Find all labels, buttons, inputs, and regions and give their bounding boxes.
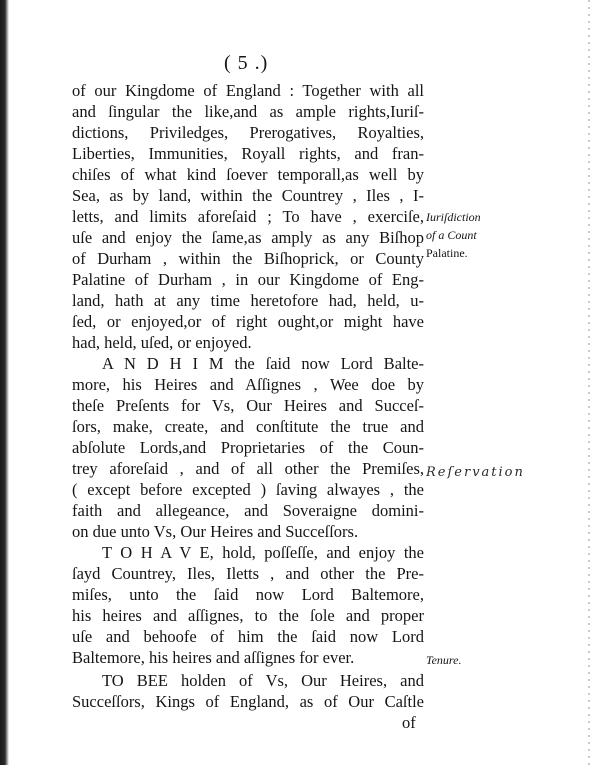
page-number: ( 5 .) xyxy=(224,52,269,74)
text-line: and ſingular the like,and as ample rights,Iuriſ- xyxy=(72,102,424,121)
text-line: letts, and limits aforeſaid ; To have , exerciſe, xyxy=(72,207,424,226)
text-line: ſed, or enjoyed,or of right ought,or might have xyxy=(72,312,424,331)
binding-shadow xyxy=(0,0,9,765)
text-line: Liberties, Immunities, Royall rights, and fran- xyxy=(72,144,424,163)
margin-note-palatine: Palatine. xyxy=(426,246,468,260)
text-line: his heires and aſſignes, to the ſole and proper xyxy=(72,606,424,625)
text-line: land, hath at any time heretofore had, held, u- xyxy=(72,291,424,310)
text-line: dictions, Priviledges, Prerogatives, Royalties, xyxy=(72,123,424,142)
text-line: uſe and behoofe of him the ſaid now Lord xyxy=(72,627,424,646)
text-line: of Durham , within the Biſhoprick, or County xyxy=(72,249,424,268)
text-line: chiſes of what kind ſoever temporall,as well by xyxy=(72,165,424,184)
page-edge xyxy=(588,0,590,765)
handwritten-margin-note: Reſervation xyxy=(426,465,525,480)
text-line: abſolute Lords,and Proprietaries of the Coun- xyxy=(72,438,424,457)
text-line: Sea, as by land, within the Countrey , Iles , I- xyxy=(72,186,424,205)
text-line: Succeſſors, Kings of England, as of Our Caſtle xyxy=(72,692,424,711)
text-line: miſes, unto the ſaid now Lord Baltemore, xyxy=(72,585,424,604)
text-line: on due unto Vs, Our Heires and Succeſſors. xyxy=(72,522,359,541)
catchword: of xyxy=(402,713,416,732)
text-line: more, his Heires and Aſſignes , Wee doe by xyxy=(72,375,424,394)
text-line: A N D H I M the ſaid now Lord Balte- xyxy=(102,354,424,373)
text-line: of our Kingdome of England : Together with all xyxy=(72,81,424,100)
margin-note-jurisdiction-2: of a Count xyxy=(426,228,477,242)
text-line: ( except before excepted ) ſaving alwayes , the xyxy=(72,480,424,499)
text-line: Baltemore, his heires and aſſignes for ever. xyxy=(72,648,355,667)
margin-note-jurisdiction: Iuriſdiction xyxy=(426,210,481,224)
text-line: ſors, make, create, and conſtitute the true and xyxy=(72,417,424,436)
text-line: trey aforeſaid , and of all other the Premiſes, xyxy=(72,459,424,478)
text-line: had, held, uſed, or enjoyed. xyxy=(72,333,252,352)
text-line: T O H A V E, hold, poſſeſſe, and enjoy the xyxy=(102,543,424,562)
text-line: theſe Preſents for Vs, Our Heires and Succeſ- xyxy=(72,396,424,415)
margin-note-tenure: Tenure. xyxy=(426,653,462,667)
text-line: ſayd Countrey, Iles, Iletts , and other the Pre- xyxy=(72,564,424,583)
text-line: Palatine of Durham , in our Kingdome of Eng- xyxy=(72,270,424,289)
text-line: faith and allegeance, and Soveraigne domini- xyxy=(72,501,424,520)
text-line: uſe and enjoy the ſame,as amply as any Biſhop xyxy=(72,228,424,247)
text-line: TO BEE holden of Vs, Our Heires, and xyxy=(102,671,424,690)
